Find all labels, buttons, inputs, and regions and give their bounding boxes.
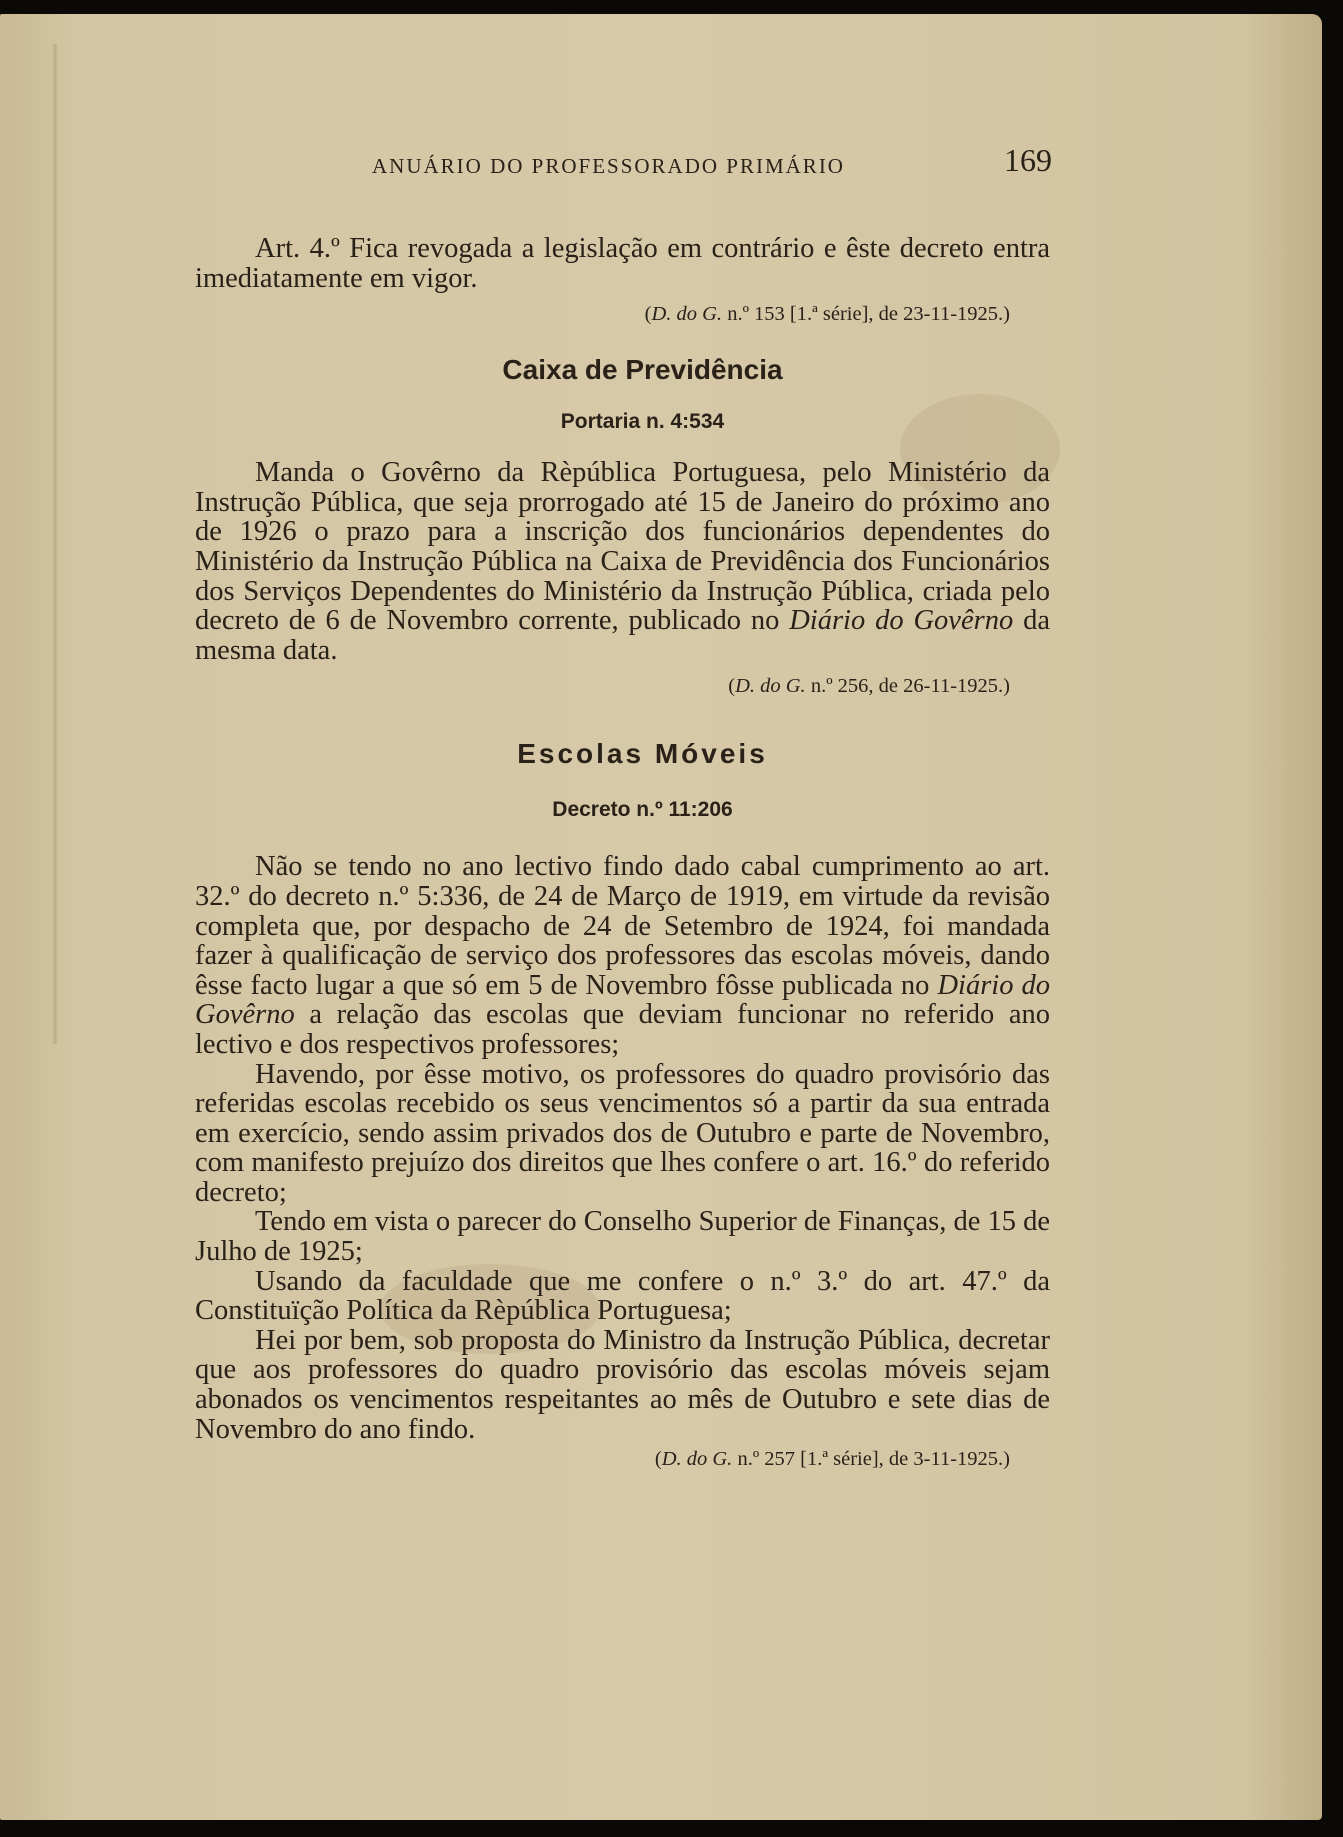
escolas-paragraph-4: Usando da faculdade que me confere o n.º 3.º do art. 47.º da Constituïção Política da Rèpública Portuguesa; <box>195 1265 1050 1327</box>
escolas-paragraph-1: Não se tendo no ano lectivo findo dado cabal cumprimento ao art. 32.º do decreto n.º 5:336, de 24 de Março de 1919, em virtude da revisão completa que, por despacho de 24 de Setembro de 1924, foi mandada fazer à qualificação de serviço dos professores das escolas móveis, dando êsse facto lugar a que só em 5 de Novembro fôsse publicada no Diário do Govêrno a relação das escolas que deviam funcionar no referido ano lectivo e dos respectivos professores; <box>195 851 1050 1060</box>
escolas-paragraph-5: Hei por bem, sob proposta do Ministro da Instrução Pública, decretar que aos professores do quadro provisório das escolas móveis sejam abonados os vencimentos respeitantes ao mês de Outubro e sete dias de Novembro do ano findo. <box>195 1324 1050 1445</box>
escolas-paragraph-3: Tendo em vista o parecer do Conselho Superior de Finanças, de 15 de Julho de 1925; <box>195 1206 1050 1268</box>
running-title: ANUÁRIO DO PROFESSORADO PRIMÁRIO <box>372 154 845 178</box>
page-content <box>195 234 1050 1471</box>
page-fold-shadow <box>52 44 58 1044</box>
scanned-page <box>0 14 1322 1820</box>
article-4-citation: (D. do G. n.º 153 [1.ª série], de 23-11-1925.) <box>644 303 1010 326</box>
caixa-paragraph: Manda o Govêrno da Rèpública Portuguesa, pelo Ministério da Instrução Pública, que seja prorrogado até 15 de Janeiro do próximo ano de 1926 o prazo para a inscrição dos funcionários dependentes do Ministério da Instrução Pública na Caixa de Previdência dos Funcionários dos Serviços Dependentes do Ministério da Instrução Pública, criada pelo decreto de 6 de Novembro corrente, publicado no Diário do Govêrno da mesma data. <box>195 457 1050 666</box>
page-number: 169 <box>1004 142 1052 178</box>
escolas-paragraph-2: Havendo, por êsse motivo, os professores do quadro provisório das referidas escolas recebido os seus vencimentos só a partir da sua entrada em exercício, sendo assim privados dos de Outubro e parte de Novembro, com manifesto prejuízo dos direitos que lhes confere o art. 16.º do referido decreto; <box>195 1058 1050 1208</box>
caixa-citation: (D. do G. n.º 256, de 26-11-1925.) <box>728 675 1010 698</box>
running-header <box>372 142 1052 182</box>
caixa-section-title: Caixa de Previdência <box>502 354 783 386</box>
article-4-text: Art. 4.º Fica revogada a legislação em contrário e êste decreto entra imediatamente em vigor. <box>195 233 1050 294</box>
escolas-section-title: Escolas Móveis <box>517 738 768 770</box>
escolas-citation: (D. do G. n.º 257 [1.ª série], de 3-11-1925.) <box>654 1448 1010 1471</box>
escolas-decreto-subtitle: Decreto n.º 11:206 <box>552 798 733 822</box>
caixa-portaria-subtitle: Portaria n. 4:534 <box>560 410 725 434</box>
